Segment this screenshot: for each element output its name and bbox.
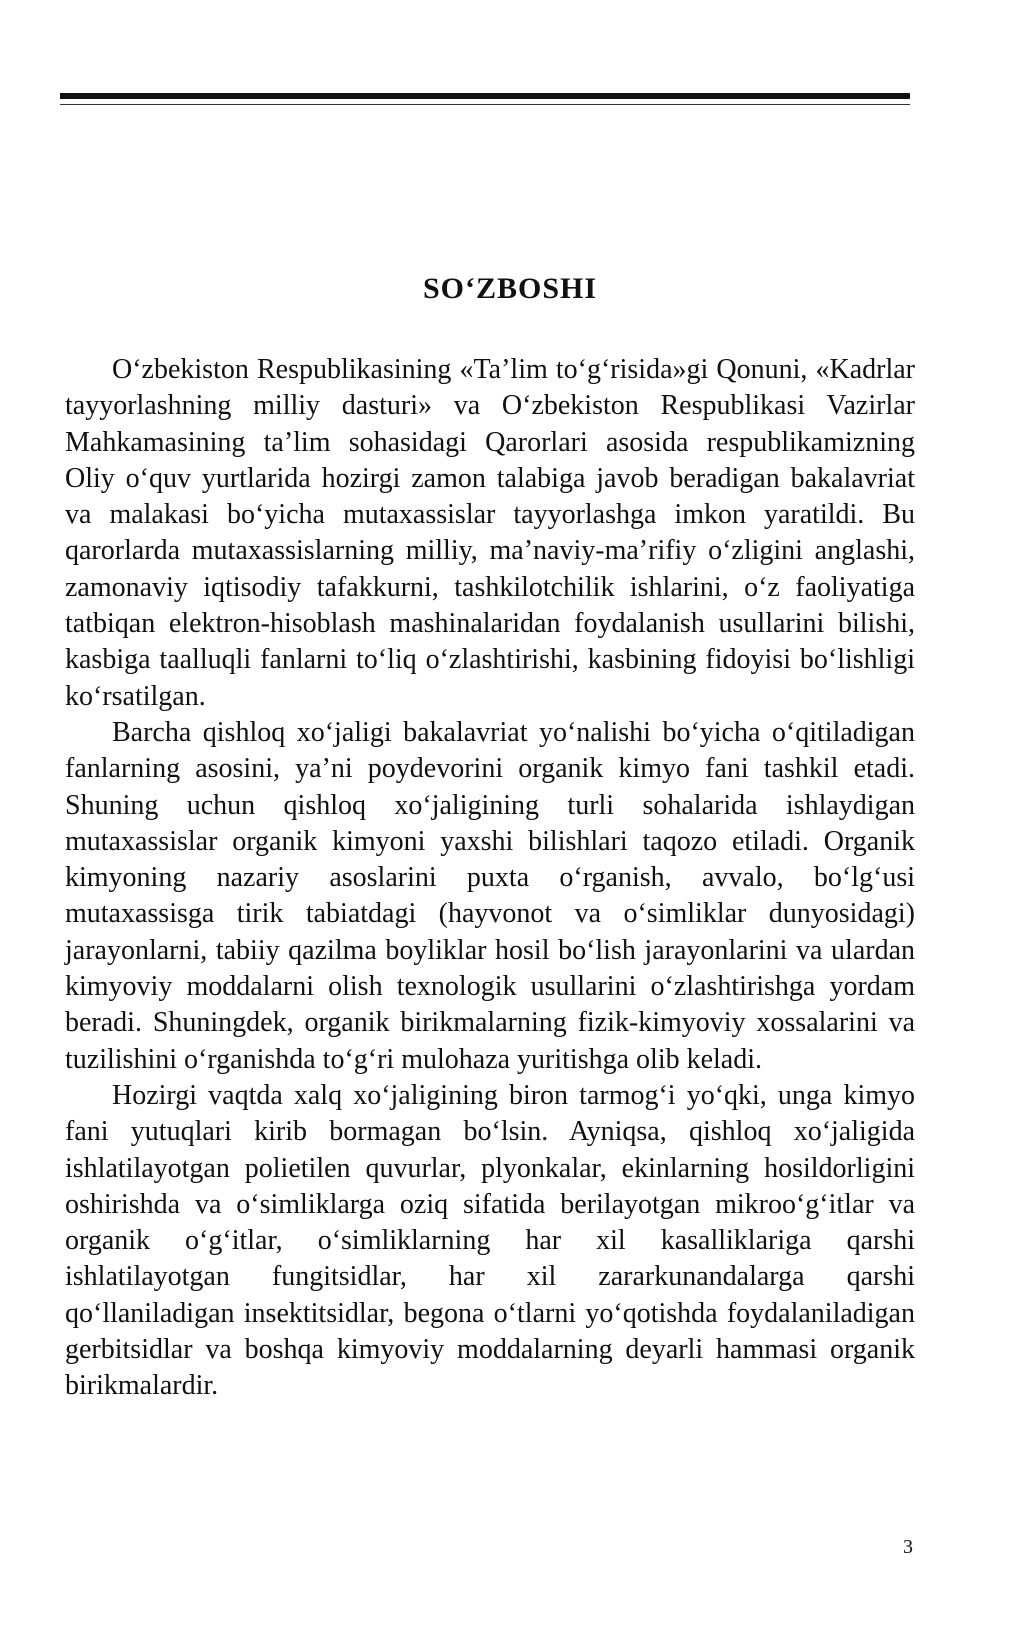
paragraph-2: Barcha qishloq xo‘jaligi bakalavriat yo‘nalishi bo‘yicha o‘qitiladigan fanlarning asosini, ya’ni poydevorini organik kimyo fani tashkil etadi. Shuning uchun qishloq xo‘jaligining turli sohalarida ishlaydigan mutaxassislar organik kimyoni yaxshi bilishlari taqozo etiladi. Organik kimyoning nazariy asoslarini puxta o‘rganish, avvalo, bo‘lg‘usi mutaxassisga tirik tabiatdagi (hayvonot va o‘simliklar dunyosidagi) jarayonlarni, tabiiy qazilma boyliklar hosil bo‘lish jarayonlarini va ulardan kimyoviy moddalarni olish texnologik usullarini o‘zlashtirishga yordam beradi. Shuningdek, organik birikmalarning fizik-kimyoviy xossalarini va tuzilishini o‘rganishda to‘g‘ri mulohaza yuritishga olib keladi. bbox=[65, 716, 915, 1075]
paragraph-3: Hozirgi vaqtda xalq xo‘jaligining biron tarmog‘i yo‘qki, unga kimyo fani yutuqlari kirib bormagan bo‘lsin. Ayniqsa, qishloq xo‘jaligida ishlatilayotgan polietilen quvurlar, plyonkalar, ekinlarning hosildorligini oshirishda va o‘simliklarga oziq sifatida berilayotgan mikroo‘g‘itlar va organik o‘g‘itlar, o‘simliklarning har xil kasalliklariga qarshi ishlatilayotgan fungitsidlar, har xil zararkunandalarga qarshi qo‘llaniladigan insektitsidlar, begona o‘tlarni yo‘qotishda foydalaniladigan gerbitsidlar va boshqa kimyoviy moddalarning deyarli hammasi organik birikmalardir. bbox=[65, 1079, 915, 1402]
paragraph-1: O‘zbekiston Respublikasining «Ta’lim to‘g‘risida»gi Qonuni, «Kadrlar tayyorlashning milliy dasturi» va O‘zbekiston Respublikasi Vazirlar Mahkamasining ta’lim sohasidagi Qarorlari asosida respublikamizning Oliy o‘quv yurtlarida hozirgi zamon talabiga javob beradigan bakalavriat va malakasi bo‘yicha mutaxassislar tayyorlashga imkon yaratildi. Bu qarorlarda mutaxassislarning milliy, ma’naviy-ma’rifiy o‘zligini anglashi, zamonaviy iqtisodiy tafakkurni, tashkilotchilik ishlarini, o‘z faoliyatiga tatbiqan elektron-hisoblash mashinalaridan foydalanish usullarini bilishi, kasbiga taalluqli fanlarni to‘liq o‘zlashtirishi, kasbining fidoyisi bo‘lishligi ko‘rsatilgan. bbox=[65, 354, 915, 712]
body-text bbox=[65, 352, 915, 1405]
header-rule-thin bbox=[60, 104, 910, 105]
header-rule-thick bbox=[60, 93, 910, 99]
page-number: 3 bbox=[903, 1536, 913, 1558]
page-title: SO‘ZBOSHI bbox=[422, 272, 598, 305]
